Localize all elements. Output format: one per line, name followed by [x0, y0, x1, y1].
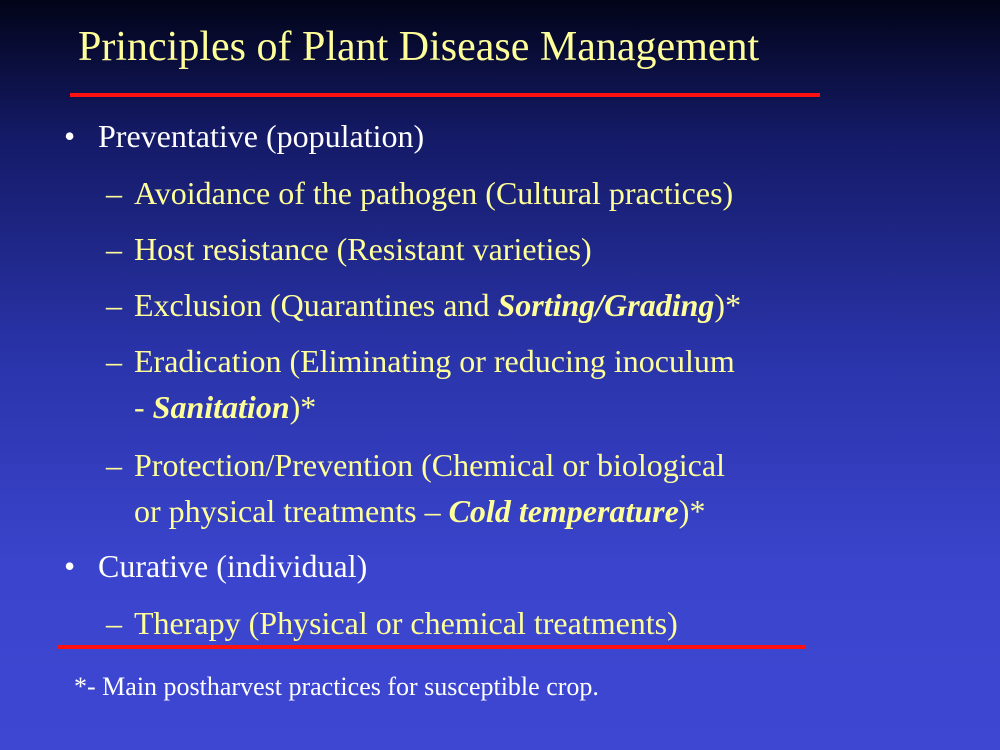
subitem-exclusion [106, 282, 741, 328]
dash-glyph: – [106, 175, 122, 211]
subitem-therapy [106, 600, 678, 646]
subitem-emphasis: Sanitation [152, 389, 290, 425]
bullet-glyph: • [64, 118, 76, 154]
subitem-host-resistance [106, 226, 592, 272]
bullet-preventative [64, 118, 424, 154]
dash-glyph: – [106, 287, 122, 323]
bullet-label: Curative (individual) [98, 548, 368, 584]
subitem-text: Protection/Prevention (Chemical or biological [134, 447, 725, 483]
subitem-text: - [134, 389, 153, 425]
subitem-eradication [106, 338, 735, 430]
subitem-text: Avoidance of the pathogen (Cultural practices) [134, 175, 734, 211]
slide-title: Principles of Plant Disease Management [78, 24, 760, 70]
subitem-text: Eradication (Eliminating or reducing inoculum [134, 343, 735, 379]
dash-glyph: – [106, 605, 122, 641]
dash-glyph: – [106, 343, 122, 379]
subitem-text: Exclusion (Quarantines and [134, 287, 498, 323]
dash-glyph: – [106, 447, 122, 483]
footnote: *- Main postharvest practices for susceptible crop. [74, 672, 599, 701]
subitem-protection [106, 442, 725, 534]
subitem-text: or physical treatments – [134, 493, 449, 529]
dash-glyph: – [106, 231, 122, 267]
bullet-label: Preventative (population) [98, 118, 425, 154]
subitem-text-end: )* [289, 389, 317, 425]
bullet-curative [64, 548, 367, 584]
footer-rule [58, 645, 806, 649]
subitem-text-end: )* [678, 493, 706, 529]
subitem-text: Therapy (Physical or chemical treatments) [134, 605, 678, 641]
subitem-emphasis: Cold temperature [448, 493, 679, 529]
subitem-continuation [106, 384, 735, 430]
bullet-glyph: • [64, 548, 76, 584]
subitem-emphasis: Sorting/Grading [497, 287, 715, 323]
subitem-avoidance [106, 170, 733, 216]
subitem-text-end: )* [714, 287, 742, 323]
subitem-text: Host resistance (Resistant varieties) [134, 231, 592, 267]
subitem-continuation [106, 488, 725, 534]
